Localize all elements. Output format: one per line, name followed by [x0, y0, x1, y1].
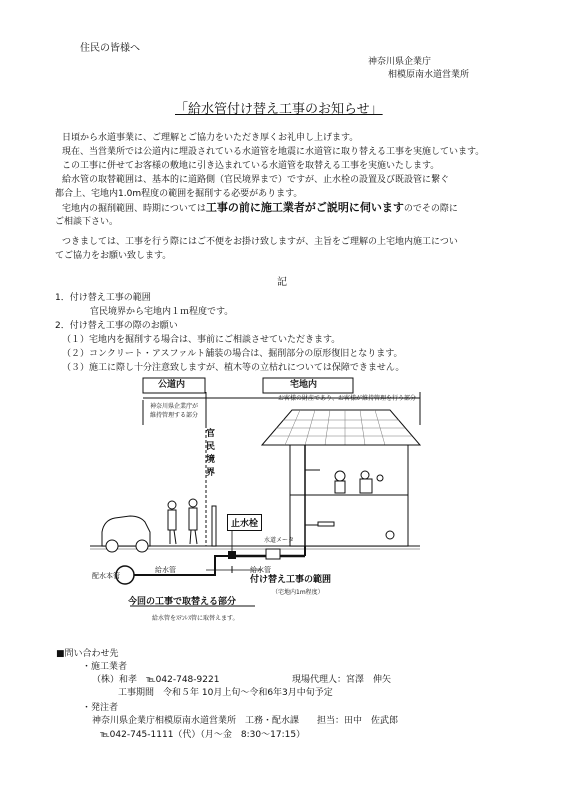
body-paragraph: つきましては、工事を行う際にはご不便をお掛け致しますが、主旨をご理解の上宅地内施工につい — [62, 237, 458, 247]
body-text: 宅地内の掘削範囲、時期については — [62, 204, 206, 214]
stop-valve-label: 止水栓 — [227, 514, 262, 531]
replace-label: 今回の工事で取替える部分 — [128, 597, 237, 607]
ki-heading: 記 — [277, 277, 287, 288]
house-roof — [262, 410, 420, 445]
office-name: 相模原南水道営業所 — [388, 70, 470, 80]
contact-heading: ■問い合わせ先 — [56, 649, 119, 659]
body-paragraph: 日頃から水道事業に、ご理解とご協力をいただき厚くお礼申し上げます。 — [62, 133, 359, 143]
pedestrian-icon — [168, 499, 197, 544]
site-agent: 現場代理人：宮澤 伸矢 — [292, 675, 392, 685]
construction-period: 工事期間 令和５年 10月上旬～令和6年3月中旬予定 — [118, 688, 333, 698]
public-note: 神奈川県企業庁が — [150, 403, 199, 410]
pipe-diagram — [0, 370, 565, 640]
body-paragraph: この工事に併せてお客様の敷地に引き込まれている水道管を取替える工事を実施いたします。 — [62, 161, 440, 171]
body-paragraph — [62, 202, 458, 215]
body-text: のでその際に — [403, 204, 458, 214]
org-name: 神奈川県企業庁 — [368, 57, 432, 67]
body-paragraph: てご協力をお願い致します。 — [55, 251, 172, 261]
range-note: （宅地内1m程度） — [272, 589, 324, 596]
contractor-heading: ・施工業者 — [82, 662, 128, 672]
meter-icon — [266, 549, 280, 559]
orderer-heading: ・発注者 — [82, 703, 119, 713]
public-note: 維持管理する部分 — [150, 412, 199, 419]
sub-item-1: （１）宅地内を掘削する場合は、事前にご相談させていただきます。 — [62, 335, 341, 345]
item-text: 官民境界から宅地内１ｍ程度です。 — [90, 307, 234, 317]
service-pipe-label: 給水管 — [155, 566, 176, 574]
emphasis-text: 工事の前に施工業者がご説明に伺います — [205, 201, 404, 214]
body-paragraph: ご相談下さい。 — [55, 217, 119, 227]
private-note: お客様の財産であり、お客様が維持管理を行う部分 — [278, 395, 417, 402]
sub-item-3: （３）施工に際し十分注意致しますが、植木等の立枯れについては保障できません。 — [62, 363, 405, 373]
item-heading-2: 2．付け替え工事の際のお願い — [55, 321, 178, 331]
item-heading-1: 1．付け替え工事の範囲 — [55, 293, 151, 303]
private-label: 宅地内 — [290, 380, 318, 390]
body-paragraph: 現在、当営業所では公道内に埋設されている水道管を地震に水道管に取り替える工事を実施しています。 — [62, 147, 485, 157]
boundary-char: 境 — [206, 455, 216, 465]
boundary-char: 民 — [206, 442, 216, 452]
service-pipe — [134, 556, 232, 575]
public-label: 公道内 — [158, 380, 186, 390]
replace-note: 給水管をｽﾃﾝﾚｽ管に取替えます。 — [152, 615, 239, 622]
orderer-name: 神奈川県企業庁相模原南水道営業所 工務・配水課 担当：田中 佐武郎 — [92, 716, 399, 726]
boundary-char: 官 — [206, 429, 216, 439]
service-pipe-label: 給水管 — [250, 566, 271, 574]
body-paragraph: 給水管の取替範囲は、基本的に道路側（官民境界まで）ですが、止水栓の設置及び既設管に繋ぐ — [62, 175, 450, 185]
stop-valve-icon — [228, 551, 236, 559]
meter-label: 水道メータ — [264, 537, 295, 544]
range-label: 付け替え工事の範囲 — [250, 575, 332, 585]
sub-item-2: （２）コンクリート・アスファルト舗装の場合は、掘削部分の原形復旧となります。 — [62, 349, 403, 359]
main-pipe-label: 配水本管 — [92, 572, 120, 580]
boundary-char: 界 — [206, 468, 216, 478]
page-title: 「給水管付け替え工事のお知らせ」 — [175, 102, 383, 117]
greeting: 住民の皆様へ — [80, 43, 140, 54]
contractor-name-tel: （株）和孝 ℡042-748-9221 — [92, 675, 220, 685]
orderer-tel: ℡042-745-1111（代）（月～金 8:30～17:15） — [100, 730, 306, 740]
body-paragraph: 都合上、宅地内1.0m程度の範囲を掘削する必要があります。 — [55, 189, 303, 199]
